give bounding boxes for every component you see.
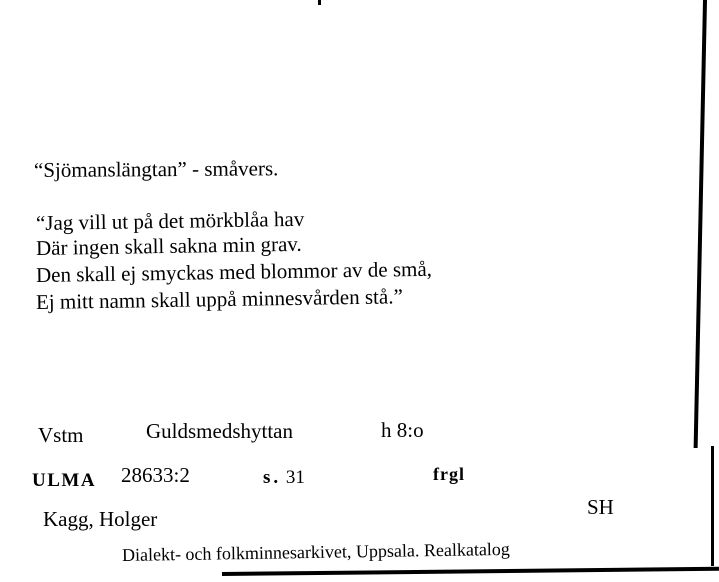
page-prefix: s. bbox=[263, 467, 282, 488]
verse-line: “Jag vill ut på det mörkblåa hav bbox=[35, 206, 305, 235]
archive-code: ULMA bbox=[32, 470, 97, 491]
card-right-edge bbox=[694, 0, 707, 448]
card-bottom-edge bbox=[222, 567, 719, 576]
province-code: Vstm bbox=[38, 423, 84, 447]
verse-line: Där ingen skall sakna min grav. bbox=[35, 231, 302, 260]
informant-name: Kagg, Holger bbox=[43, 507, 158, 531]
place-name: Guldsmedshyttan bbox=[146, 419, 293, 443]
verse-line: Den skall ej smyckas med blommor av de små, bbox=[35, 256, 433, 287]
category-code: frgl bbox=[433, 464, 465, 484]
recorder-signature: SH bbox=[587, 495, 614, 519]
card-right-edge-lower bbox=[711, 446, 714, 566]
accession-number: 28633:2 bbox=[121, 463, 190, 487]
scan-edge-mark bbox=[318, 0, 321, 5]
h-number: h 8:o bbox=[381, 418, 424, 442]
song-title: “Sjömanslängtan” - småvers. bbox=[33, 156, 279, 182]
verse-line: Ej mitt namn skall uppå minnesvården stå.” bbox=[35, 284, 403, 314]
archive-name: Dialekt- och folkminnesarkivet, Uppsala. Realkatalog bbox=[121, 538, 510, 565]
page-number: 31 bbox=[285, 467, 305, 488]
page-reference bbox=[263, 468, 305, 487]
